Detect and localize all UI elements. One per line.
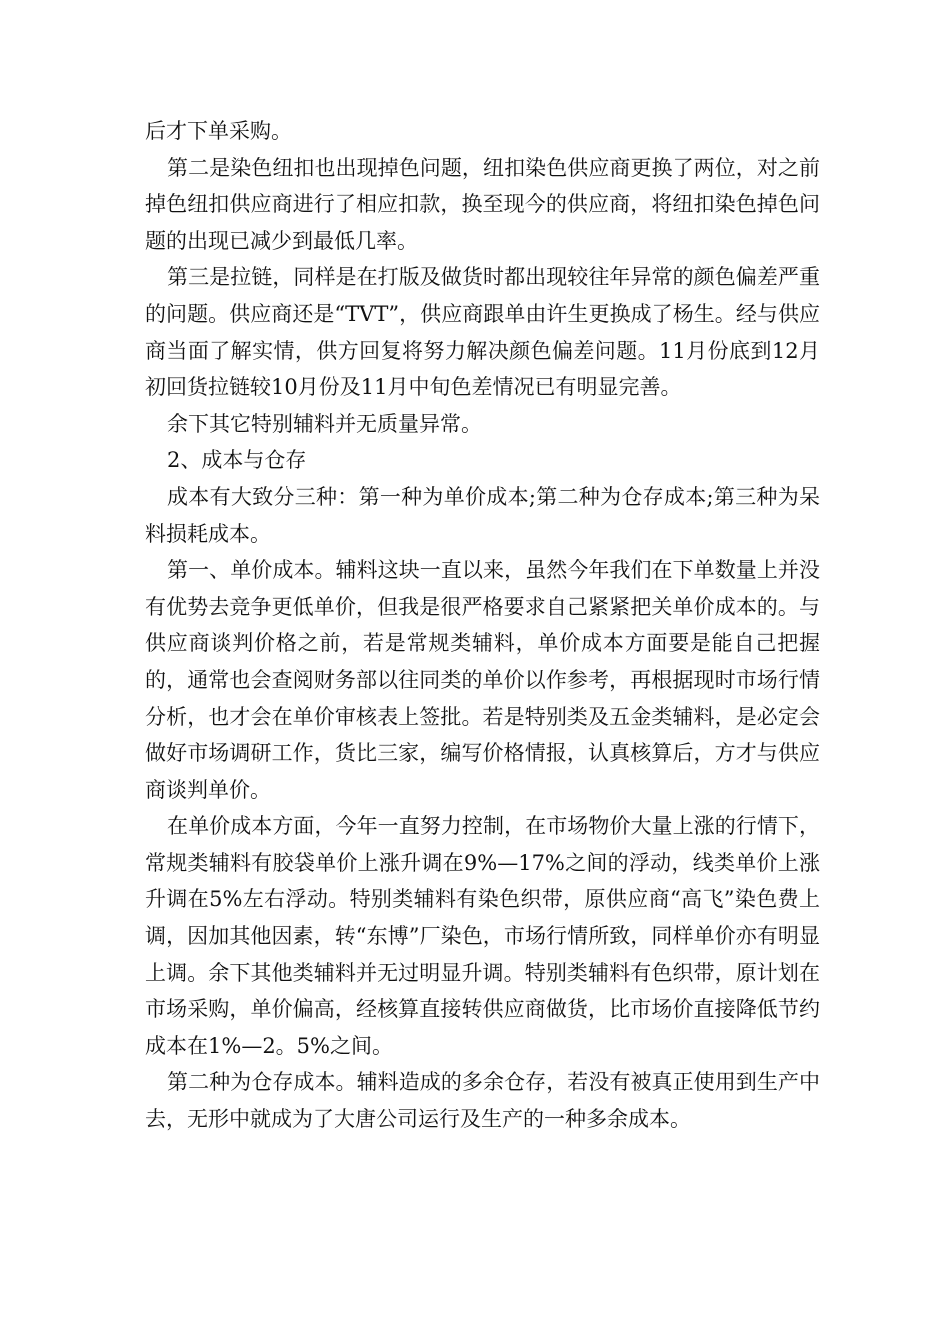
paragraph-unit-cost-control: 在单价成本方面，今年一直努力控制，在市场物价大量上涨的行情下，常规类辅料有胶袋单价上涨升调在9%—17%之间的浮动，线类单价上涨升调在5%左右浮动。特别类辅料有染色织带，原供应商“高飞”染色费上调，因加其他因素，转“东博”厂染色，市场行情所致，同样单价亦有明显上调。余下其他类辅料并无过明显升调。特别类辅料有色织带，原计划在市场采购，单价偏高，经核算直接转供应商做货，比市场价直接降低节约成本在1%—2。5%之间。	[145, 814, 820, 1058]
paragraph-inventory-cost: 第二种为仓存成本。辅料造成的多余仓存，若没有被真正使用到生产中去，无形中就成为了大唐公司运行及生产的一种多余成本。	[145, 1070, 820, 1132]
document-body	[145, 113, 820, 1138]
paragraph-zipper-issue: 第三是拉链，同样是在打版及做货时都出现较往年异常的颜色偏差严重的问题。供应商还是“TVT”，供应商跟单由许生更换成了杨生。经与供应商当面了解实情，供方回复将努力解决颜色偏差问题。11月份底到12月初回货拉链较10月份及11月中旬色差情况已有明显完善。	[145, 265, 820, 400]
paragraph-cost-types: 成本有大致分三种：第一种为单价成本;第二种为仓存成本;第三种为呆料损耗成本。	[145, 484, 820, 546]
paragraph-continuation: 后才下单采购。	[145, 119, 292, 143]
paragraph-other-materials: 余下其它特别辅料并无质量异常。	[167, 411, 482, 436]
paragraph-button-color-issue: 第二是染色纽扣也出现掉色问题，纽扣染色供应商更换了两位，对之前掉色纽扣供应商进行了相应扣款，换至现今的供应商，将纽扣染色掉色问题的出现已减少到最低几率。	[145, 155, 820, 253]
paragraph-unit-cost: 第一、单价成本。辅料这块一直以来，虽然今年我们在下单数量上并没有优势去竞争更低单价，但我是很严格要求自己紧紧把关单价成本的。与供应商谈判价格之前，若是常规类辅料，单价成本方面要是能自己把握的，通常也会查阅财务部以往同类的单价以作参考，再根据现时市场行情分析，也才会在单价审核表上签批。若是特别类及五金类辅料，是必定会做好市场调研工作，货比三家，编写价格情报，认真核算后，方才与供应商谈判单价。	[145, 558, 820, 802]
section-heading-cost-inventory: 2、成本与仓存	[167, 448, 307, 473]
